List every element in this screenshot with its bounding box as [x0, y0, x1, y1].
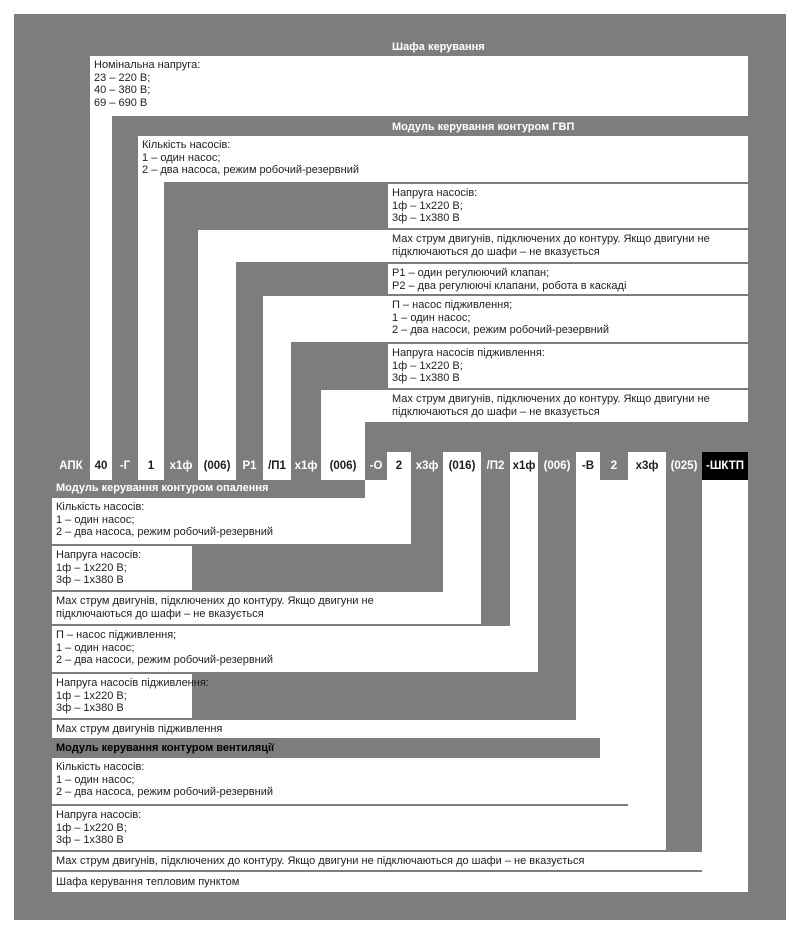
text-line: 1 – один насос; — [56, 773, 135, 786]
text-line: 3ф – 1х380 В — [56, 834, 124, 846]
connector-line — [443, 480, 481, 592]
connector-line — [365, 480, 387, 498]
text-line: 1ф – 1х220 В; — [392, 199, 463, 212]
code-segment: -ШКТП — [702, 452, 748, 480]
connector-line — [321, 422, 365, 452]
connector-line — [576, 480, 600, 738]
code-segment: -Г — [112, 452, 138, 480]
text-line: Шафа керування тепловим пунктом — [56, 876, 240, 888]
diagram-frame — [14, 14, 786, 920]
code-segment: -О — [365, 452, 387, 480]
code-segment: (006) — [198, 452, 236, 480]
code-segment: 2 — [600, 452, 628, 480]
heating-max-current-box — [52, 592, 481, 624]
gvp-feed-pump-box — [263, 296, 748, 342]
text-line: 3ф – 1х380 В — [392, 212, 460, 224]
text-line: 3ф – 1х380 В — [56, 702, 124, 714]
code-segment: х1ф — [510, 452, 538, 480]
text-line: Мах струм двигунів, підключених до контуру. Якщо двигуни не — [392, 233, 710, 245]
text-line: підключаються до шафи – не вказується — [392, 405, 600, 418]
text-line: 2 – два насоса, режим робочий-резервний — [142, 164, 360, 176]
gvp-max-current-box — [198, 230, 748, 262]
code-segment: /П1 — [263, 452, 291, 480]
nominal-voltage-box — [90, 56, 748, 116]
text-line: Кількість насосів: — [56, 501, 145, 513]
text-line: П – насос підживлення; — [392, 299, 513, 311]
code-segment: х3ф — [628, 452, 666, 480]
vent-pump-count-box — [52, 758, 628, 804]
text-line: 2 – два насоса, режим робочий-резервний — [56, 786, 274, 798]
connector-line — [600, 480, 628, 758]
text-line: Напруга насосів: — [56, 549, 142, 561]
text-line: Номінальна напруга: — [94, 59, 201, 71]
code-segment: (006) — [321, 452, 365, 480]
text-line: Мах струм двигунів, підключених до контуру. Якщо двигуни не — [392, 393, 710, 405]
connector-line — [510, 480, 538, 672]
text-line: 1ф – 1х220 В; — [56, 561, 127, 574]
text-line: 1ф – 1х220 В; — [392, 359, 463, 372]
code-segment: х1ф — [291, 452, 321, 480]
text-line: Р2 – два регулюючі клапани, робота в каскаді — [392, 279, 627, 292]
text-line: 2 – два насоси, режим робочий-резервний — [56, 654, 274, 666]
code-segment: х1ф — [164, 452, 198, 480]
header-control-cabinet: Шафа керування — [392, 41, 485, 53]
header-gvp-module: Модуль керування контуром ГВП — [392, 121, 575, 133]
text-line: 1 – один насос; — [56, 513, 135, 526]
text-line: Мах струм двигунів підживлення — [56, 723, 223, 735]
text-line: 1ф – 1х220 В; — [56, 821, 127, 834]
connector-line — [263, 342, 291, 452]
code-segment: 40 — [90, 452, 112, 480]
text-line: Мах струм двигунів, підключених до контуру. Якщо двигуни не підключаються до шафи – не вказується — [56, 855, 585, 867]
code-segment: 2 — [387, 452, 411, 480]
text-line: 1 – один насос; — [56, 641, 135, 654]
heating-pump-count-box — [52, 498, 411, 544]
connector-line — [198, 262, 236, 452]
text-line: підключаються до шафи – не вказується — [392, 245, 600, 258]
text-line: 1ф – 1х220 В; — [56, 689, 127, 702]
text-line: 1 – один насос; — [142, 151, 221, 164]
text-line: Напруга насосів підживлення: — [56, 677, 209, 689]
text-line: підключаються до шафи – не вказується — [56, 607, 264, 620]
vent-current-box — [52, 852, 748, 870]
code-segment: (016) — [443, 452, 481, 480]
heating-pump-voltage-box — [52, 546, 192, 590]
code-segment: 1 — [138, 452, 164, 480]
text-line: П – насос підживлення; — [56, 629, 177, 641]
connector-line — [702, 480, 748, 872]
text-line: Напруга насосів: — [392, 187, 478, 199]
text-line: 3ф – 1х380 В — [56, 574, 124, 586]
code-segment: (006) — [538, 452, 576, 480]
text-line: Кількість насосів: — [142, 139, 231, 151]
connector-line — [387, 480, 411, 498]
heating-feed-voltage-box — [52, 674, 209, 718]
text-line: Р1 – один регулюючий клапан; — [392, 267, 550, 279]
text-line: Кількість насосів: — [56, 761, 145, 773]
code-segment: Р1 — [236, 452, 263, 480]
code-segment: -В — [576, 452, 600, 480]
cabinet-type-box — [52, 872, 748, 892]
connector-line — [138, 182, 164, 452]
text-line: 40 – 380 В; — [94, 84, 151, 96]
connector-line — [90, 116, 112, 452]
code-segment: х3ф — [411, 452, 443, 480]
text-line: 3ф – 1х380 В — [392, 372, 460, 384]
text-line: 2 – два насоса, режим робочий-резервний — [56, 526, 274, 538]
gvp-feed-voltage-box — [388, 344, 748, 388]
text-line: Напруга насосів: — [56, 809, 142, 821]
code-segment: /П2 — [481, 452, 510, 480]
gvp-pump-voltage-box — [388, 184, 748, 228]
gvp-valves-box — [388, 264, 748, 294]
text-line: 23 – 220 В; — [94, 71, 151, 84]
heating-feed-pump-box — [52, 626, 510, 672]
vent-pump-voltage-box — [52, 806, 666, 850]
header-ventilation-module: Модуль керування контуром вентиляції — [56, 742, 275, 754]
text-line: 2 – два насоси, режим робочий-резервний — [392, 324, 610, 336]
text-line: 69 – 690 В — [94, 96, 148, 109]
header-heating-module: Модуль керування контуром опалення — [56, 482, 269, 494]
text-line: Мах струм двигунів, підключених до контуру. Якщо двигуни не — [56, 595, 374, 607]
heating-feed-current-box — [52, 720, 576, 738]
connector-line — [628, 480, 666, 806]
code-segment: АПК — [52, 452, 90, 480]
code-segment: (025) — [666, 452, 702, 480]
text-line: 1 – один насос; — [392, 311, 471, 324]
gvp-feed-current-box — [321, 390, 748, 422]
gvp-pump-count-box — [138, 136, 748, 182]
text-line: Напруга насосів підживлення: — [392, 347, 545, 359]
